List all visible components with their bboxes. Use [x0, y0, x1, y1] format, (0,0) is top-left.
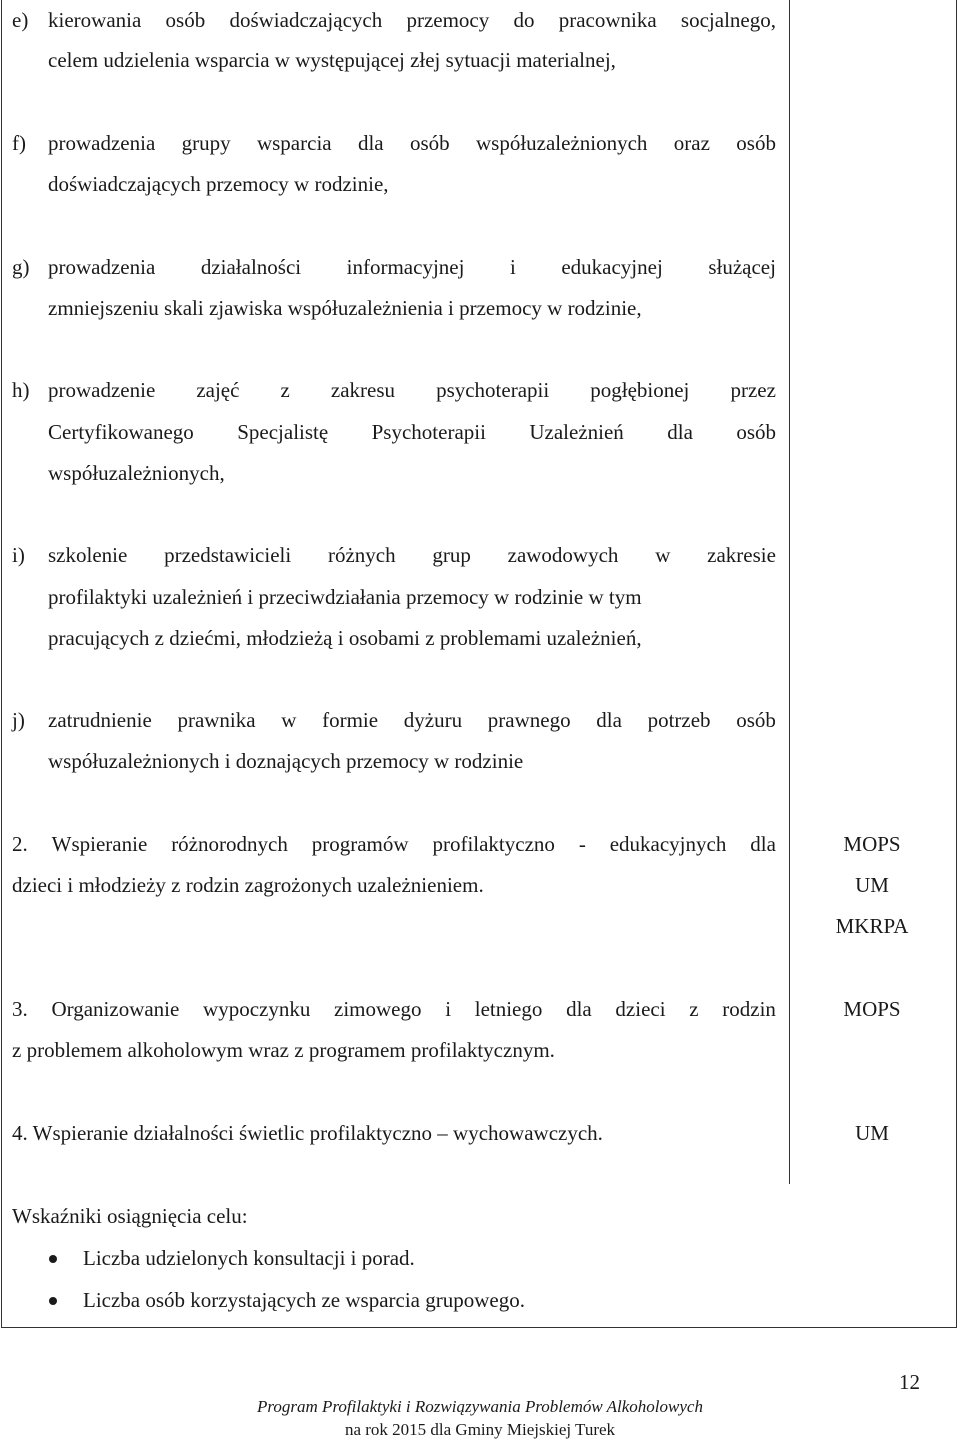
word: letniego: [474, 997, 543, 1021]
word: edukacyjnych: [609, 832, 727, 856]
word: współuzależnionych: [475, 131, 648, 155]
word: przemocy: [406, 8, 490, 32]
footer-title: Program Profilaktyki i Rozwiązywania Problemów Alkoholowych: [257, 1397, 703, 1416]
word: z: [689, 997, 699, 1021]
word: Wspieranie: [51, 832, 148, 856]
word: służącej: [708, 255, 776, 279]
word: Specjalistę: [237, 420, 329, 444]
word: w: [281, 708, 297, 732]
word: pogłębionej: [590, 378, 690, 402]
word: różnych: [327, 543, 396, 567]
word: profilaktyczno: [432, 832, 555, 856]
word: wypoczynku: [203, 997, 311, 1021]
task-line: [12, 997, 776, 1021]
item-marker: i): [12, 543, 25, 567]
word: potrzeb: [647, 708, 711, 732]
item-line: [48, 543, 776, 567]
word: prowadzenia: [48, 131, 156, 155]
word: rodzin: [722, 997, 776, 1021]
word: informacyjnej: [346, 255, 465, 279]
item-line: pracujących z dziećmi, młodzieżą i osobami z problemami uzależnień,: [48, 626, 642, 650]
word: osób: [165, 8, 206, 32]
word: zatrudnienie: [48, 708, 152, 732]
word: i: [445, 997, 452, 1021]
word: grup: [432, 543, 471, 567]
indicator-item: Liczba udzielonych konsultacji i porad.: [83, 1246, 415, 1270]
word: socjalnego,: [680, 8, 776, 32]
word: szkolenie: [48, 543, 128, 567]
item-line: celem udzielenia wsparcia w występującej złej sytuacji materialnej,: [48, 48, 616, 72]
word: dla: [596, 708, 622, 732]
word: prowadzenia: [48, 255, 156, 279]
item-line: zmniejszeniu skali zjawiska współuzależnienia i przemocy w rodzinie,: [48, 296, 642, 320]
item-line: [48, 255, 776, 279]
word: programów: [311, 832, 409, 856]
item-line: [48, 8, 776, 32]
responsible-entity: MOPS: [843, 997, 901, 1021]
word: dla: [750, 832, 776, 856]
word: do: [513, 8, 535, 32]
indicators-heading: Wskaźniki osiągnięcia celu:: [12, 1204, 248, 1228]
task-line: [12, 832, 776, 856]
word: prowadzenie: [48, 378, 156, 402]
word: 3.: [12, 997, 28, 1021]
word: dyżuru: [403, 708, 463, 732]
item-line: współuzależnionych i doznających przemocy w rodzinie: [48, 749, 524, 773]
word: Uzależnień: [529, 420, 624, 444]
word: zakresie: [707, 543, 776, 567]
word: osób: [409, 131, 450, 155]
word: różnorodnych: [171, 832, 288, 856]
task-line: dzieci i młodzieży z rodzin zagrożonych uzależnieniem.: [12, 873, 484, 897]
word: osób: [736, 708, 776, 732]
responsible-entity: MOPS: [843, 832, 901, 856]
word: Certyfikowanego: [48, 420, 194, 444]
word: dzieci: [615, 997, 666, 1021]
word: Organizowanie: [51, 997, 180, 1021]
word: pracownika: [558, 8, 657, 32]
item-marker: e): [12, 8, 29, 32]
item-line: współuzależnionych,: [48, 461, 225, 485]
bullet-icon: [49, 1255, 57, 1263]
responsible-entity: MKRPA: [835, 914, 909, 938]
item-line: [48, 420, 776, 444]
item-marker: h): [12, 378, 30, 402]
word: dla: [566, 997, 592, 1021]
word: edukacyjnej: [561, 255, 663, 279]
item-line: [48, 131, 776, 155]
word: oraz: [673, 131, 710, 155]
word: i: [509, 255, 516, 279]
item-line: doświadczających przemocy w rodzinie,: [48, 172, 389, 196]
item-line: [48, 708, 776, 732]
word: formie: [322, 708, 379, 732]
word: 2.: [12, 832, 28, 856]
word: działalności: [200, 255, 302, 279]
word: zimowego: [334, 997, 422, 1021]
word: zawodowych: [507, 543, 619, 567]
word: przedstawicieli: [164, 543, 292, 567]
word: zakresu: [330, 378, 396, 402]
page-number: 12: [899, 1370, 920, 1394]
item-line: [48, 378, 776, 402]
item-marker: j): [12, 708, 25, 732]
word: zajęć: [196, 378, 240, 402]
word: prawnika: [177, 708, 256, 732]
word: Psychoterapii: [371, 420, 486, 444]
footer-subtitle: na rok 2015 dla Gminy Miejskiej Turek: [344, 1420, 616, 1439]
word: prawnego: [487, 708, 571, 732]
indicator-item: Liczba osób korzystających ze wsparcia grupowego.: [83, 1288, 525, 1312]
word: przez: [730, 378, 776, 402]
word: dla: [357, 131, 384, 155]
word: grupy: [181, 131, 231, 155]
bullet-icon: [49, 1297, 57, 1305]
item-line: profilaktyki uzależnień i przeciwdziałania przemocy w rodzinie w tym: [48, 585, 642, 609]
word: -: [578, 832, 586, 856]
item-marker: g): [12, 255, 30, 279]
word: doświadczających: [229, 8, 383, 32]
task-line: 4. Wspieranie działalności świetlic profilaktyczno – wychowawczych.: [12, 1121, 603, 1145]
word: z: [280, 378, 290, 402]
task-line: z problemem alkoholowym wraz z programem profilaktycznym.: [12, 1038, 555, 1062]
word: w: [655, 543, 671, 567]
word: osób: [736, 131, 776, 155]
responsible-entity: UM: [855, 1121, 889, 1145]
item-marker: f): [12, 131, 26, 155]
word: wsparcia: [256, 131, 332, 155]
word: psychoterapii: [436, 378, 550, 402]
word: dla: [667, 420, 693, 444]
word: kierowania: [48, 8, 142, 32]
responsible-entity: UM: [855, 873, 889, 897]
word: osób: [736, 420, 776, 444]
